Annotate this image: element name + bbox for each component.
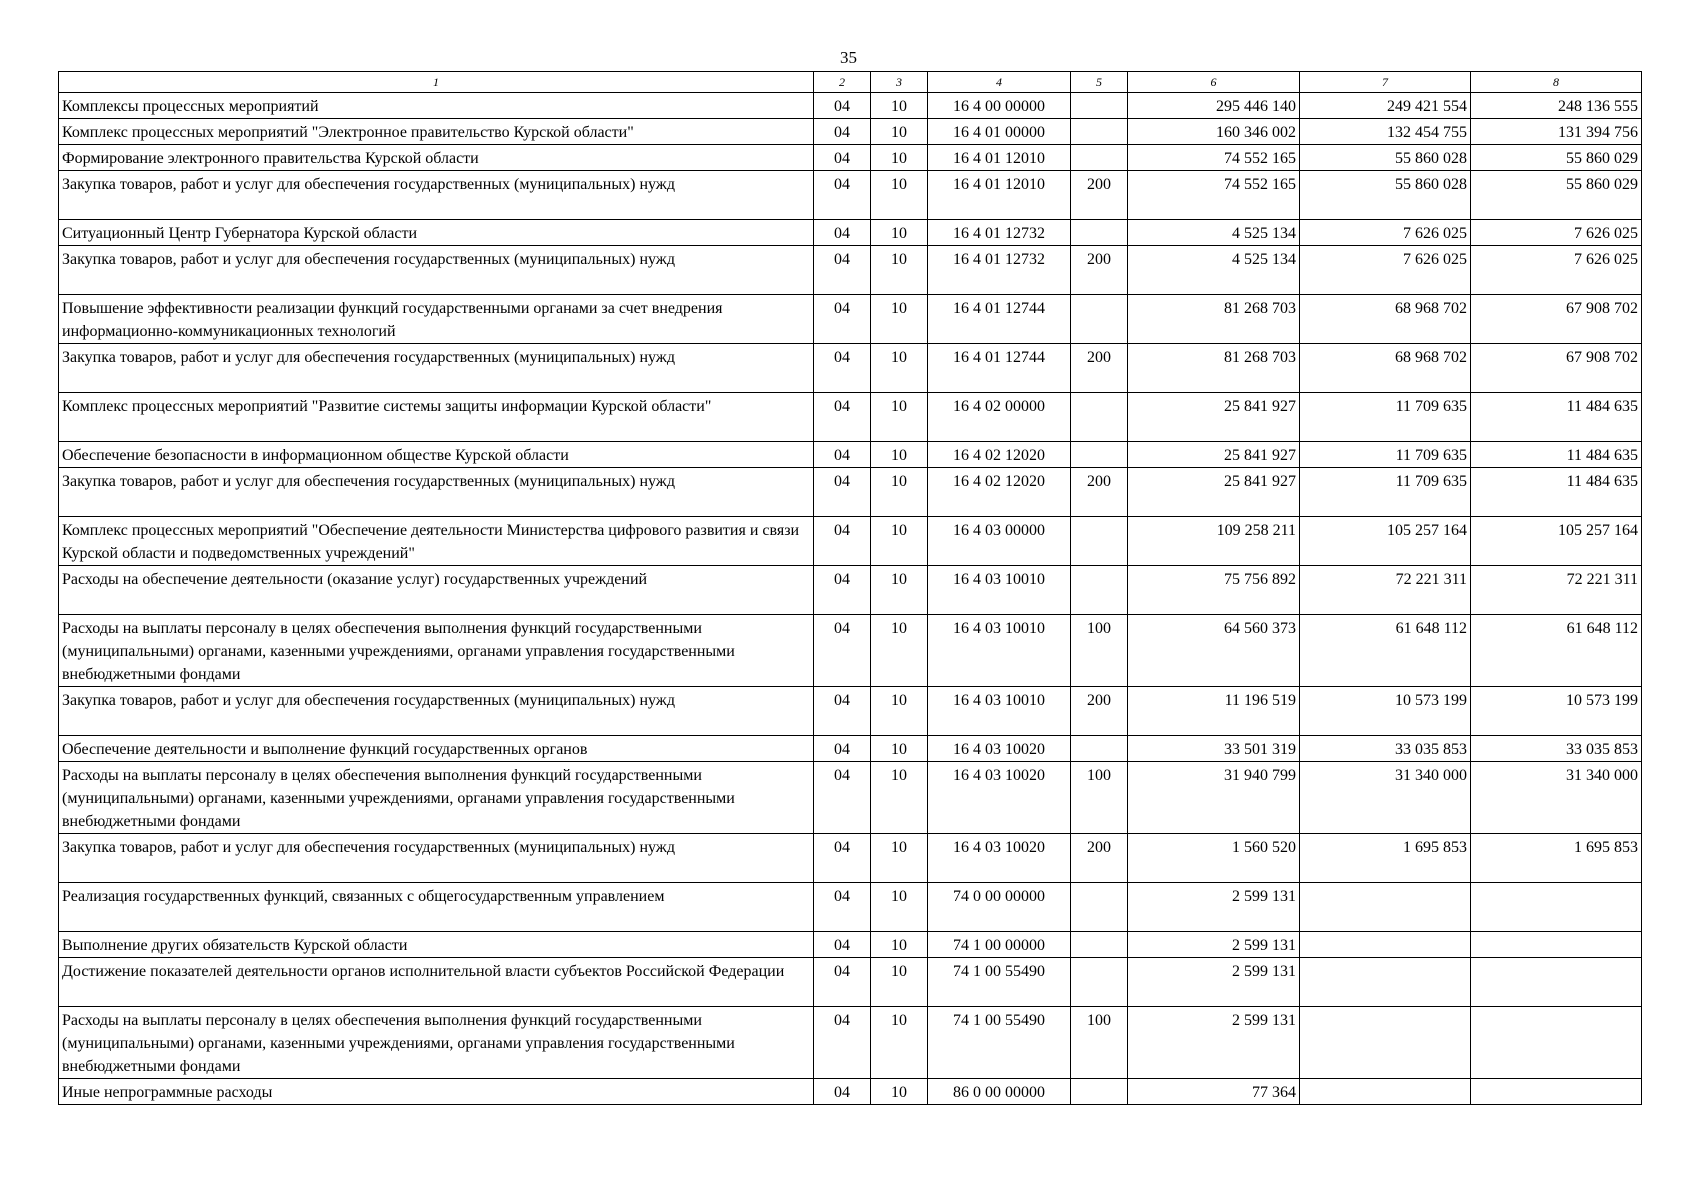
- expense-type-code: [1071, 566, 1128, 615]
- amount-col-8: 55 860 029: [1471, 145, 1642, 171]
- section-code: 04: [814, 883, 871, 932]
- expense-type-code: [1071, 442, 1128, 468]
- expense-type-code: [1071, 1079, 1128, 1105]
- amount-col-6: 25 841 927: [1128, 442, 1300, 468]
- section-code: 04: [814, 93, 871, 119]
- subsection-code: 10: [871, 393, 928, 442]
- amount-col-8: [1471, 958, 1642, 1007]
- section-code: 04: [814, 145, 871, 171]
- amount-col-7: 7 626 025: [1300, 246, 1471, 295]
- amount-col-8: 11 484 635: [1471, 468, 1642, 517]
- amount-col-8: [1471, 1007, 1642, 1079]
- amount-col-8: [1471, 932, 1642, 958]
- amount-col-7: 132 454 755: [1300, 119, 1471, 145]
- amount-col-7: 55 860 028: [1300, 171, 1471, 220]
- expense-type-code: [1071, 958, 1128, 1007]
- table-row: [59, 246, 1642, 295]
- expense-type-code: 200: [1071, 171, 1128, 220]
- table-row: [59, 220, 1642, 246]
- table-row: [59, 393, 1642, 442]
- expense-type-code: 200: [1071, 687, 1128, 736]
- amount-col-8: 11 484 635: [1471, 393, 1642, 442]
- expense-type-code: [1071, 517, 1128, 566]
- subsection-code: 10: [871, 762, 928, 834]
- section-code: 04: [814, 442, 871, 468]
- section-code: 04: [814, 171, 871, 220]
- amount-col-8: 72 221 311: [1471, 566, 1642, 615]
- amount-col-6: 2 599 131: [1128, 883, 1300, 932]
- subsection-code: 10: [871, 932, 928, 958]
- amount-col-8: 1 695 853: [1471, 834, 1642, 883]
- target-article-code: 74 1 00 55490: [928, 1007, 1071, 1079]
- item-name: Расходы на выплаты персоналу в целях обеспечения выполнения функций государственными (муниципальными) органами, казенными учреждениями, органами управления государственными внебюджетными фондами: [59, 1007, 814, 1079]
- section-code: 04: [814, 220, 871, 246]
- amount-col-6: 160 346 002: [1128, 119, 1300, 145]
- amount-col-7: 61 648 112: [1300, 615, 1471, 687]
- amount-col-7: 68 968 702: [1300, 295, 1471, 344]
- expense-type-code: [1071, 93, 1128, 119]
- table-header-row: [59, 72, 1642, 93]
- amount-col-6: 81 268 703: [1128, 344, 1300, 393]
- amount-col-6: 74 552 165: [1128, 171, 1300, 220]
- table-row: [59, 736, 1642, 762]
- page-number: 35: [840, 48, 857, 67]
- amount-col-7: 10 573 199: [1300, 687, 1471, 736]
- table-row: [59, 883, 1642, 932]
- item-name: Выполнение других обязательств Курской области: [59, 932, 814, 958]
- expense-type-code: [1071, 220, 1128, 246]
- amount-col-7: 1 695 853: [1300, 834, 1471, 883]
- expense-type-code: [1071, 295, 1128, 344]
- section-code: 04: [814, 344, 871, 393]
- amount-col-7: 55 860 028: [1300, 145, 1471, 171]
- amount-col-8: 7 626 025: [1471, 246, 1642, 295]
- target-article-code: 16 4 03 10010: [928, 566, 1071, 615]
- amount-col-6: 25 841 927: [1128, 393, 1300, 442]
- subsection-code: 10: [871, 220, 928, 246]
- target-article-code: 16 4 02 00000: [928, 393, 1071, 442]
- target-article-code: 16 4 02 12020: [928, 442, 1071, 468]
- table-row: [59, 145, 1642, 171]
- item-name: Реализация государственных функций, связанных с общегосударственным управлением: [59, 883, 814, 932]
- target-article-code: 16 4 01 12010: [928, 171, 1071, 220]
- item-name: Закупка товаров, работ и услуг для обеспечения государственных (муниципальных) нужд: [59, 468, 814, 517]
- section-code: 04: [814, 932, 871, 958]
- column-number-6: 6: [1128, 72, 1300, 93]
- item-name: Комплекс процессных мероприятий "Электронное правительство Курской области": [59, 119, 814, 145]
- amount-col-8: 131 394 756: [1471, 119, 1642, 145]
- expense-type-code: [1071, 883, 1128, 932]
- subsection-code: 10: [871, 517, 928, 566]
- amount-col-6: 64 560 373: [1128, 615, 1300, 687]
- section-code: 04: [814, 1079, 871, 1105]
- expense-type-code: [1071, 932, 1128, 958]
- target-article-code: 16 4 01 12732: [928, 220, 1071, 246]
- subsection-code: 10: [871, 1079, 928, 1105]
- table-row: [59, 442, 1642, 468]
- amount-col-8: 61 648 112: [1471, 615, 1642, 687]
- item-name: Закупка товаров, работ и услуг для обеспечения государственных (муниципальных) нужд: [59, 344, 814, 393]
- subsection-code: 10: [871, 687, 928, 736]
- amount-col-8: 33 035 853: [1471, 736, 1642, 762]
- expense-type-code: 100: [1071, 615, 1128, 687]
- subsection-code: 10: [871, 295, 928, 344]
- amount-col-6: 31 940 799: [1128, 762, 1300, 834]
- target-article-code: 16 4 03 10010: [928, 687, 1071, 736]
- item-name: Ситуационный Центр Губернатора Курской области: [59, 220, 814, 246]
- subsection-code: 10: [871, 119, 928, 145]
- section-code: 04: [814, 246, 871, 295]
- subsection-code: 10: [871, 468, 928, 517]
- subsection-code: 10: [871, 344, 928, 393]
- amount-col-6: 11 196 519: [1128, 687, 1300, 736]
- amount-col-7: [1300, 932, 1471, 958]
- section-code: 04: [814, 834, 871, 883]
- amount-col-8: [1471, 1079, 1642, 1105]
- subsection-code: 10: [871, 171, 928, 220]
- table-row: [59, 958, 1642, 1007]
- amount-col-7: [1300, 1007, 1471, 1079]
- section-code: 04: [814, 736, 871, 762]
- item-name: Закупка товаров, работ и услуг для обеспечения государственных (муниципальных) нужд: [59, 687, 814, 736]
- amount-col-7: [1300, 958, 1471, 1007]
- amount-col-6: 74 552 165: [1128, 145, 1300, 171]
- amount-col-6: 77 364: [1128, 1079, 1300, 1105]
- column-number-2: 2: [814, 72, 871, 93]
- amount-col-8: [1471, 883, 1642, 932]
- amount-col-6: 4 525 134: [1128, 220, 1300, 246]
- amount-col-8: 11 484 635: [1471, 442, 1642, 468]
- section-code: 04: [814, 517, 871, 566]
- expense-type-code: 100: [1071, 762, 1128, 834]
- target-article-code: 16 4 01 12744: [928, 295, 1071, 344]
- target-article-code: 16 4 03 10020: [928, 736, 1071, 762]
- expense-type-code: [1071, 119, 1128, 145]
- amount-col-6: 75 756 892: [1128, 566, 1300, 615]
- table-row: [59, 119, 1642, 145]
- table-row: [59, 762, 1642, 834]
- expense-type-code: [1071, 393, 1128, 442]
- section-code: 04: [814, 762, 871, 834]
- amount-col-8: 55 860 029: [1471, 171, 1642, 220]
- item-name: Достижение показателей деятельности органов исполнительной власти субъектов Российской Федерации: [59, 958, 814, 1007]
- amount-col-6: 33 501 319: [1128, 736, 1300, 762]
- amount-col-8: 67 908 702: [1471, 344, 1642, 393]
- amount-col-6: 2 599 131: [1128, 932, 1300, 958]
- amount-col-8: 248 136 555: [1471, 93, 1642, 119]
- target-article-code: 16 4 03 10020: [928, 834, 1071, 883]
- amount-col-7: 11 709 635: [1300, 442, 1471, 468]
- subsection-code: 10: [871, 93, 928, 119]
- amount-col-8: 10 573 199: [1471, 687, 1642, 736]
- amount-col-7: 105 257 164: [1300, 517, 1471, 566]
- target-article-code: 16 4 01 12732: [928, 246, 1071, 295]
- amount-col-6: 1 560 520: [1128, 834, 1300, 883]
- table-row: [59, 615, 1642, 687]
- amount-col-7: [1300, 883, 1471, 932]
- amount-col-8: 31 340 000: [1471, 762, 1642, 834]
- item-name: Обеспечение безопасности в информационном обществе Курской области: [59, 442, 814, 468]
- section-code: 04: [814, 393, 871, 442]
- amount-col-8: 67 908 702: [1471, 295, 1642, 344]
- amount-col-6: 25 841 927: [1128, 468, 1300, 517]
- subsection-code: 10: [871, 442, 928, 468]
- section-code: 04: [814, 295, 871, 344]
- amount-col-7: 33 035 853: [1300, 736, 1471, 762]
- amount-col-6: 2 599 131: [1128, 958, 1300, 1007]
- column-number-4: 4: [928, 72, 1071, 93]
- item-name: Закупка товаров, работ и услуг для обеспечения государственных (муниципальных) нужд: [59, 834, 814, 883]
- budget-table: [58, 71, 1642, 1105]
- target-article-code: 16 4 03 10020: [928, 762, 1071, 834]
- subsection-code: 10: [871, 246, 928, 295]
- section-code: 04: [814, 687, 871, 736]
- amount-col-7: 7 626 025: [1300, 220, 1471, 246]
- target-article-code: 74 1 00 55490: [928, 958, 1071, 1007]
- item-name: Расходы на выплаты персоналу в целях обеспечения выполнения функций государственными (муниципальными) органами, казенными учреждениями, органами управления государственными внебюджетными фондами: [59, 762, 814, 834]
- table-row: [59, 932, 1642, 958]
- table-row: [59, 295, 1642, 344]
- item-name: Комплекс процессных мероприятий "Обеспечение деятельности Министерства цифрового развития и связи Курской области и подведомственных учреждений": [59, 517, 814, 566]
- table-row: [59, 687, 1642, 736]
- item-name: Комплекс процессных мероприятий "Развитие системы защиты информации Курской области": [59, 393, 814, 442]
- subsection-code: 10: [871, 958, 928, 1007]
- amount-col-8: 105 257 164: [1471, 517, 1642, 566]
- section-code: 04: [814, 1007, 871, 1079]
- subsection-code: 10: [871, 834, 928, 883]
- expense-type-code: 100: [1071, 1007, 1128, 1079]
- amount-col-7: 11 709 635: [1300, 468, 1471, 517]
- amount-col-7: 68 968 702: [1300, 344, 1471, 393]
- target-article-code: 74 1 00 00000: [928, 932, 1071, 958]
- column-number-8: 8: [1471, 72, 1642, 93]
- expense-type-code: 200: [1071, 468, 1128, 517]
- subsection-code: 10: [871, 566, 928, 615]
- expense-type-code: 200: [1071, 834, 1128, 883]
- column-number-3: 3: [871, 72, 928, 93]
- item-name: Закупка товаров, работ и услуг для обеспечения государственных (муниципальных) нужд: [59, 171, 814, 220]
- subsection-code: 10: [871, 615, 928, 687]
- amount-col-7: 31 340 000: [1300, 762, 1471, 834]
- column-number-7: 7: [1300, 72, 1471, 93]
- item-name: Формирование электронного правительства Курской области: [59, 145, 814, 171]
- table-row: [59, 93, 1642, 119]
- table-row: [59, 566, 1642, 615]
- amount-col-6: 109 258 211: [1128, 517, 1300, 566]
- target-article-code: 16 4 01 12010: [928, 145, 1071, 171]
- expense-type-code: [1071, 736, 1128, 762]
- subsection-code: 10: [871, 145, 928, 171]
- item-name: Обеспечение деятельности и выполнение функций государственных органов: [59, 736, 814, 762]
- column-number-5: 5: [1071, 72, 1128, 93]
- table-row: [59, 171, 1642, 220]
- table-body: [59, 93, 1642, 1105]
- section-code: 04: [814, 468, 871, 517]
- section-code: 04: [814, 119, 871, 145]
- table-row: [59, 468, 1642, 517]
- section-code: 04: [814, 958, 871, 1007]
- amount-col-6: 2 599 131: [1128, 1007, 1300, 1079]
- section-code: 04: [814, 566, 871, 615]
- target-article-code: 16 4 03 00000: [928, 517, 1071, 566]
- subsection-code: 10: [871, 736, 928, 762]
- item-name: Закупка товаров, работ и услуг для обеспечения государственных (муниципальных) нужд: [59, 246, 814, 295]
- amount-col-6: 4 525 134: [1128, 246, 1300, 295]
- target-article-code: 74 0 00 00000: [928, 883, 1071, 932]
- amount-col-7: 249 421 554: [1300, 93, 1471, 119]
- subsection-code: 10: [871, 1007, 928, 1079]
- subsection-code: 10: [871, 883, 928, 932]
- section-code: 04: [814, 615, 871, 687]
- expense-type-code: 200: [1071, 344, 1128, 393]
- target-article-code: 16 4 02 12020: [928, 468, 1071, 517]
- item-name: Расходы на выплаты персоналу в целях обеспечения выполнения функций государственными (муниципальными) органами, казенными учреждениями, органами управления государственными внебюджетными фондами: [59, 615, 814, 687]
- expense-type-code: 200: [1071, 246, 1128, 295]
- table-row: [59, 1007, 1642, 1079]
- amount-col-7: 11 709 635: [1300, 393, 1471, 442]
- expense-type-code: [1071, 145, 1128, 171]
- target-article-code: 16 4 01 00000: [928, 119, 1071, 145]
- amount-col-6: 81 268 703: [1128, 295, 1300, 344]
- amount-col-6: 295 446 140: [1128, 93, 1300, 119]
- target-article-code: 16 4 03 10010: [928, 615, 1071, 687]
- table-row: [59, 517, 1642, 566]
- target-article-code: 86 0 00 00000: [928, 1079, 1071, 1105]
- table-row: [59, 344, 1642, 393]
- target-article-code: 16 4 00 00000: [928, 93, 1071, 119]
- amount-col-7: [1300, 1079, 1471, 1105]
- item-name: Иные непрограммные расходы: [59, 1079, 814, 1105]
- table-row: [59, 1079, 1642, 1105]
- target-article-code: 16 4 01 12744: [928, 344, 1071, 393]
- amount-col-8: 7 626 025: [1471, 220, 1642, 246]
- item-name: Расходы на обеспечение деятельности (оказание услуг) государственных учреждений: [59, 566, 814, 615]
- item-name: Комплексы процессных мероприятий: [59, 93, 814, 119]
- column-number-1: 1: [59, 72, 814, 93]
- table-row: [59, 834, 1642, 883]
- item-name: Повышение эффективности реализации функций государственными органами за счет внедрения информационно-коммуникационных технологий: [59, 295, 814, 344]
- amount-col-7: 72 221 311: [1300, 566, 1471, 615]
